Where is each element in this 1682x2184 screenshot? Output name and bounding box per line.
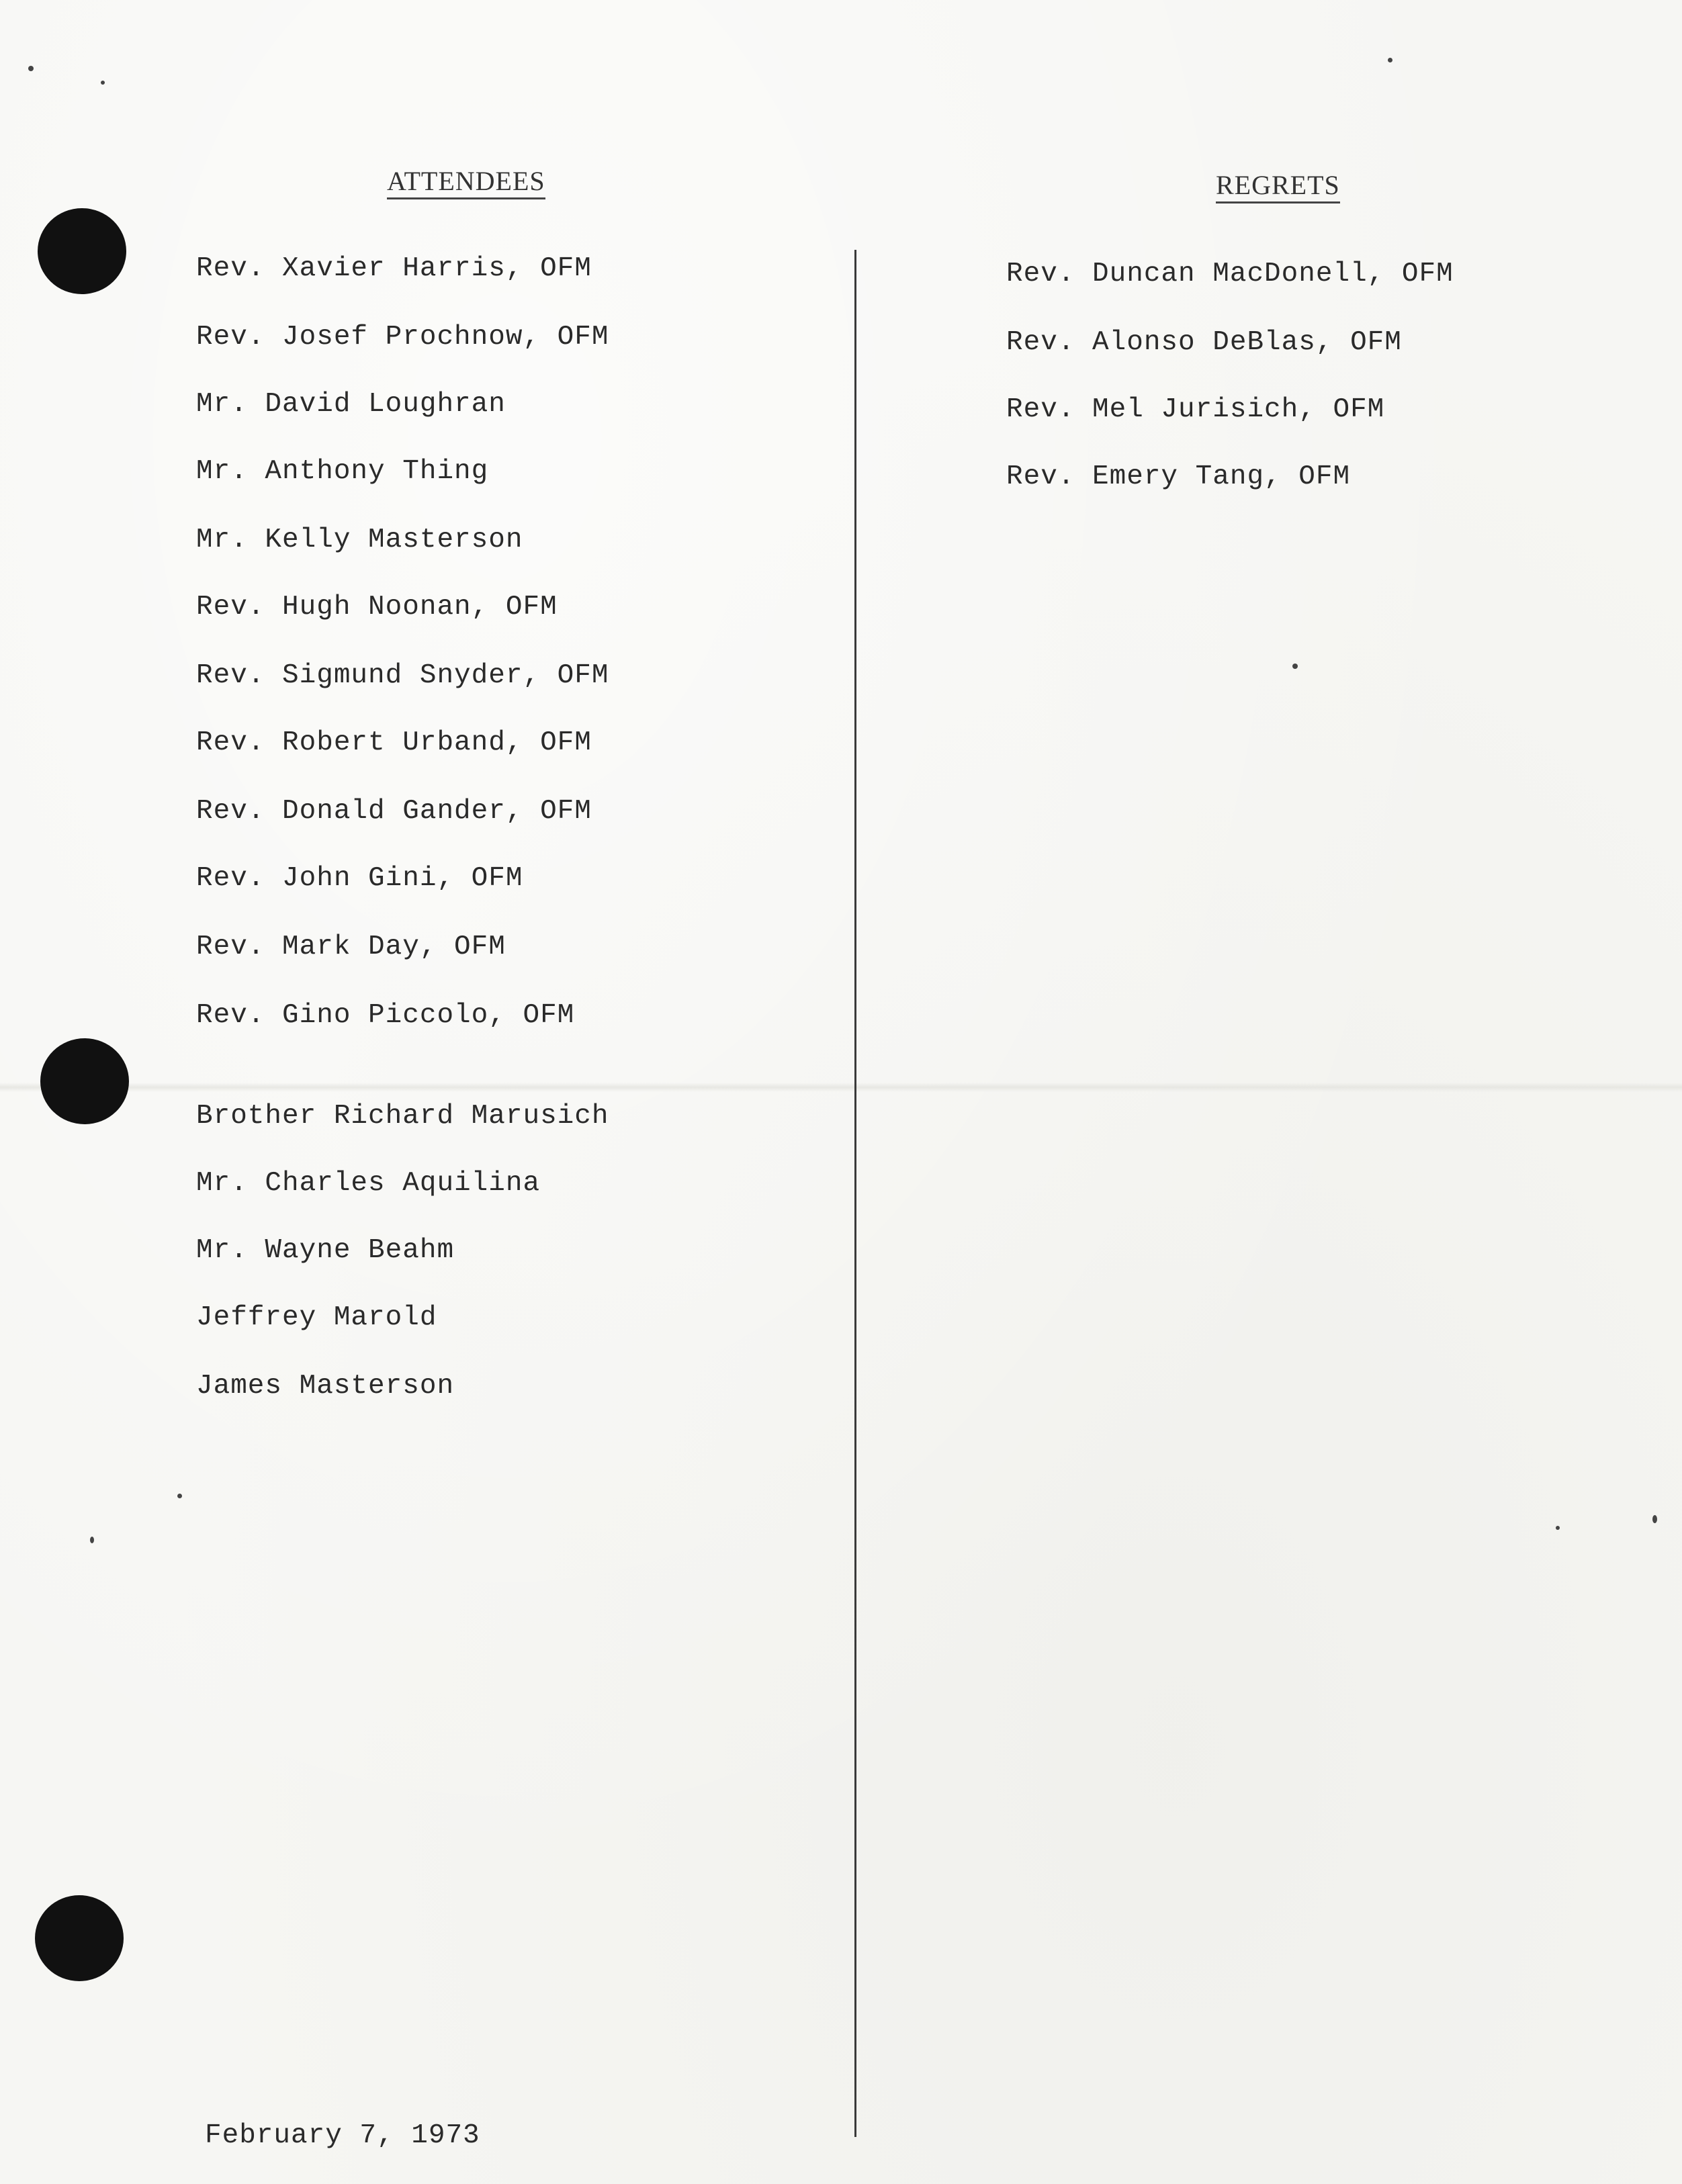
column-divider (854, 250, 856, 2137)
scan-speck (1556, 1526, 1560, 1530)
regret-name: Rev. Duncan MacDonell, OFM (1006, 259, 1454, 289)
attendee-name: Brother Richard Marusich (196, 1101, 609, 1132)
attendee-name: Mr. Anthony Thing (196, 456, 489, 487)
punch-hole-bottom (35, 1895, 124, 1981)
attendee-name: Mr. Wayne Beahm (196, 1235, 455, 1266)
attendee-name: Jeffrey Marold (196, 1302, 437, 1333)
regret-name: Rev. Emery Tang, OFM (1006, 461, 1351, 492)
attendee-name: Rev. Robert Urband, OFM (196, 727, 592, 758)
attendee-name: James Masterson (196, 1371, 455, 1402)
attendee-name: Rev. Mark Day, OFM (196, 931, 506, 962)
attendee-name: Mr. David Loughran (196, 389, 506, 420)
attendee-name: Rev. John Gini, OFM (196, 863, 523, 894)
document-date: February 7, 1973 (205, 2120, 480, 2151)
attendee-name: Mr. Kelly Masterson (196, 525, 523, 555)
punch-hole-top (38, 208, 126, 294)
attendee-name: Mr. Charles Aquilina (196, 1168, 541, 1199)
scan-speck (28, 66, 34, 71)
attendee-name: Rev. Sigmund Snyder, OFM (196, 660, 609, 691)
scan-speck (1388, 58, 1392, 62)
punch-hole-middle (40, 1038, 129, 1124)
attendees-heading: ATTENDEES (387, 168, 545, 199)
scan-speck (1652, 1515, 1657, 1523)
attendee-name: Rev. Donald Gander, OFM (196, 796, 592, 827)
attendee-name: Rev. Josef Prochnow, OFM (196, 322, 609, 353)
attendee-name: Rev. Gino Piccolo, OFM (196, 1000, 575, 1031)
regrets-heading: REGRETS (1216, 172, 1340, 203)
attendee-name: Rev. Hugh Noonan, OFM (196, 592, 558, 623)
attendee-name: Rev. Xavier Harris, OFM (196, 253, 592, 284)
scan-speck (177, 1494, 182, 1498)
scan-speck (101, 81, 105, 85)
scan-speck (1292, 664, 1298, 669)
scan-speck (90, 1537, 94, 1543)
regret-name: Rev. Alonso DeBlas, OFM (1006, 327, 1402, 358)
paper-fold-line (0, 1083, 1682, 1092)
regret-name: Rev. Mel Jurisich, OFM (1006, 394, 1385, 425)
